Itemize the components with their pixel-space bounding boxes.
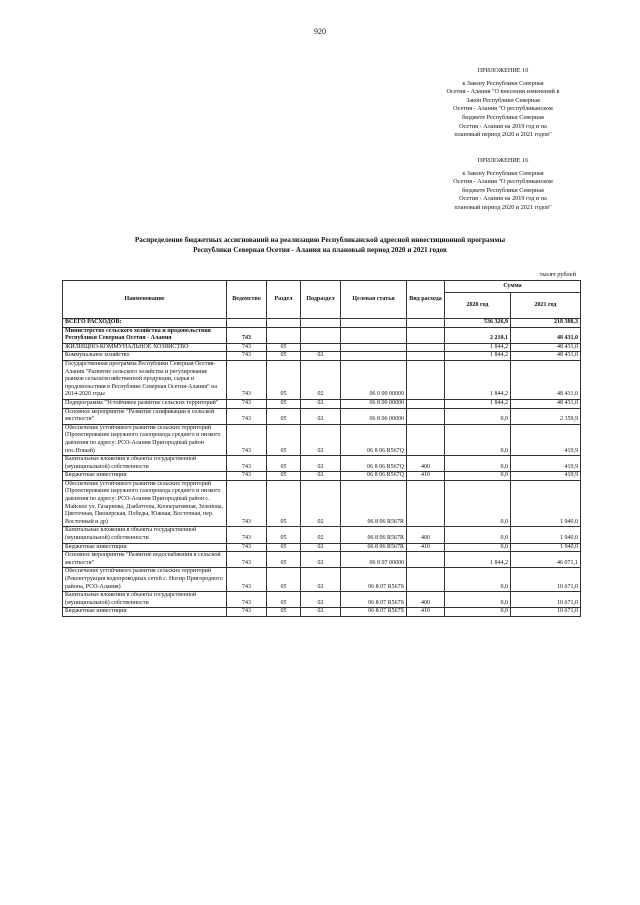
cell-name: Бюджетные инвестиции xyxy=(63,608,227,617)
cell-target: 06 8 06 R567R xyxy=(341,480,407,527)
cell-expense-type xyxy=(407,352,445,361)
cell-subsection xyxy=(301,327,341,343)
cell-2020: 0,0 xyxy=(445,592,511,608)
header-name: Наименование xyxy=(63,281,227,319)
table-row xyxy=(63,399,581,408)
cell-target xyxy=(341,343,407,352)
budget-table xyxy=(62,280,581,617)
appendix-10-block xyxy=(418,67,588,140)
cell-expense-type xyxy=(407,360,445,399)
cell-expense-type: 400 xyxy=(407,527,445,543)
cell-2020: 0,0 xyxy=(445,456,511,472)
cell-target: 06 0 00 00000 xyxy=(341,360,407,399)
cell-subsection xyxy=(301,319,341,328)
cell-target: 06 8 06 R567R xyxy=(341,543,407,552)
cell-dept: 743 xyxy=(227,568,267,592)
cell-dept: 743 xyxy=(227,352,267,361)
header-dept: Ведомство xyxy=(227,281,267,319)
cell-2020: 0,0 xyxy=(445,568,511,592)
cell-section: 05 xyxy=(267,527,301,543)
table-row xyxy=(63,343,581,352)
cell-2021: 48 431,0 xyxy=(511,360,581,399)
cell-name: Капитальные вложения в объекты государственной (муниципальной) собственности xyxy=(63,592,227,608)
appendix-16-line: Осетия - Алания на 2019 год и на xyxy=(459,195,547,203)
cell-section: 05 xyxy=(267,552,301,568)
cell-dept: 743 xyxy=(227,480,267,527)
header-section: Раздел xyxy=(267,281,301,319)
table-row xyxy=(63,527,581,543)
cell-dept: 743 xyxy=(227,424,267,455)
table-row xyxy=(63,552,581,568)
cell-target: 06 8 06 R567Q xyxy=(341,472,407,481)
cell-expense-type: 410 xyxy=(407,472,445,481)
cell-subsection: 02 xyxy=(301,408,341,424)
cell-dept: 743 xyxy=(227,543,267,552)
cell-section: 05 xyxy=(267,360,301,399)
cell-2020: 0,0 xyxy=(445,527,511,543)
cell-section: 05 xyxy=(267,399,301,408)
cell-subsection: 02 xyxy=(301,472,341,481)
cell-expense-type xyxy=(407,327,445,343)
cell-expense-type xyxy=(407,408,445,424)
cell-2021: 48 431,0 xyxy=(511,399,581,408)
cell-section: 05 xyxy=(267,480,301,527)
table-row xyxy=(63,472,581,481)
cell-2021: 218 388,3 xyxy=(511,319,581,328)
appendix-10-line: к Закону Республики Северная xyxy=(462,79,544,87)
table-row xyxy=(63,327,581,343)
cell-section: 05 xyxy=(267,543,301,552)
cell-subsection: 02 xyxy=(301,608,341,617)
appendix-10-line: Осетия - Алания "О республиканском xyxy=(453,105,553,113)
cell-dept: 743 xyxy=(227,472,267,481)
cell-subsection: 02 xyxy=(301,456,341,472)
cell-2021: 419,9 xyxy=(511,424,581,455)
cell-name: Капитальные вложения в объекты государственной (муниципальной) собственности xyxy=(63,456,227,472)
cell-name: Министерство сельского хозяйства и продовольствия Республики Северная Осетия - Алания xyxy=(63,327,227,343)
cell-name: Государственная программа Республики Северная Осетия-Алания "Развитие сельского хозяйства и регулирование рынков сельскохозяйственной продукции, сырья и продовольствия в Республике Северная Осетия-Алания" на 2014-2020 годы xyxy=(63,360,227,399)
cell-expense-type: 410 xyxy=(407,608,445,617)
cell-dept: 743 xyxy=(227,456,267,472)
appendix-16-block xyxy=(418,157,588,213)
cell-target: 06 8 07 R567S xyxy=(341,608,407,617)
cell-section: 05 xyxy=(267,424,301,455)
cell-name: ВСЕГО РАСХОДОВ: xyxy=(63,319,227,328)
cell-2021: 48 431,0 xyxy=(511,343,581,352)
cell-2020: 1 844,2 xyxy=(445,343,511,352)
cell-expense-type xyxy=(407,343,445,352)
cell-name: ЖИЛИЩНО-КОММУНАЛЬНОЕ ХОЗЯЙСТВО xyxy=(63,343,227,352)
table-row xyxy=(63,319,581,328)
cell-2021: 10 671,0 xyxy=(511,568,581,592)
cell-2021: 1 940,0 xyxy=(511,480,581,527)
table-row xyxy=(63,592,581,608)
cell-section: 05 xyxy=(267,472,301,481)
table-row xyxy=(63,456,581,472)
cell-name: Основное мероприятие "Развитие водоснабжения в сельской местности" xyxy=(63,552,227,568)
cell-expense-type xyxy=(407,480,445,527)
appendix-16-line: бюджете Республики Северная xyxy=(462,186,544,194)
units-label: тысяч рублей xyxy=(539,271,576,278)
cell-2021: 419,9 xyxy=(511,456,581,472)
cell-target: 06 8 07 00000 xyxy=(341,552,407,568)
header-2020: 2020 год xyxy=(445,293,511,319)
cell-subsection: 02 xyxy=(301,543,341,552)
document-title-line-1: Распределение бюджетных ассигнований на реализацию Республиканской адресной инвестиционной программы xyxy=(134,236,506,244)
cell-name: Бюджетные инвестиции xyxy=(63,543,227,552)
cell-target xyxy=(341,352,407,361)
table-row xyxy=(63,360,581,399)
cell-2020: 0,0 xyxy=(445,424,511,455)
header-target: Целевая статья xyxy=(341,281,407,319)
cell-2021: 10 671,0 xyxy=(511,592,581,608)
cell-2021: 48 431,0 xyxy=(511,327,581,343)
cell-section: 05 xyxy=(267,592,301,608)
cell-2021: 10 671,0 xyxy=(511,608,581,617)
cell-2020: 1 844,2 xyxy=(445,552,511,568)
cell-name: Коммунальное хозяйство xyxy=(63,352,227,361)
cell-subsection: 02 xyxy=(301,552,341,568)
cell-target: 06 8 07 R567S xyxy=(341,592,407,608)
cell-target xyxy=(341,327,407,343)
cell-target xyxy=(341,319,407,328)
cell-subsection: 02 xyxy=(301,399,341,408)
cell-target: 06 8 06 00000 xyxy=(341,408,407,424)
cell-dept: 743 xyxy=(227,552,267,568)
cell-expense-type xyxy=(407,319,445,328)
appendix-16-line: к Закону Республики Северная xyxy=(462,169,544,177)
appendix-10-title: ПРИЛОЖЕНИЕ 10 xyxy=(477,67,529,74)
cell-expense-type xyxy=(407,552,445,568)
cell-subsection xyxy=(301,343,341,352)
cell-name: Подпрограмма "Устойчивое развитие сельских территорий" xyxy=(63,399,227,408)
cell-name: Обеспечение устойчивого развития сельских территорий (Проектирование наружного газопровода среднего и низкого давления по адресу: РСО-Алания Пригородный район пос.Новый) xyxy=(63,424,227,455)
cell-dept: 743 xyxy=(227,327,267,343)
cell-subsection: 02 xyxy=(301,352,341,361)
cell-section: 05 xyxy=(267,568,301,592)
cell-2020: 1 844,2 xyxy=(445,399,511,408)
cell-dept: 743 xyxy=(227,360,267,399)
cell-subsection: 02 xyxy=(301,360,341,399)
cell-expense-type: 400 xyxy=(407,592,445,608)
cell-target: 06 8 06 R567Q xyxy=(341,424,407,455)
cell-subsection: 02 xyxy=(301,424,341,455)
cell-name: Основное мероприятие "Развитие газификации в сельской местности" xyxy=(63,408,227,424)
cell-name: Капитальные вложения в объекты государственной (муниципальной) собственности xyxy=(63,527,227,543)
cell-target: 06 8 06 R567Q xyxy=(341,456,407,472)
document-title-line-2: Республики Северная Осетия - Алания на плановый период 2020 и 2021 годов xyxy=(193,245,447,254)
table-row xyxy=(63,352,581,361)
cell-dept: 743 xyxy=(227,399,267,408)
cell-2020: 1 844,2 xyxy=(445,360,511,399)
cell-2020: 0,0 xyxy=(445,543,511,552)
cell-2020: 2 210,1 xyxy=(445,327,511,343)
cell-dept: 743 xyxy=(227,408,267,424)
cell-section: 05 xyxy=(267,608,301,617)
appendix-10-line: Осетия - Алания "О внесении изменений в xyxy=(446,88,560,96)
cell-section xyxy=(267,319,301,328)
header-subsection: Подраздел xyxy=(301,281,341,319)
cell-subsection: 02 xyxy=(301,568,341,592)
table-row xyxy=(63,608,581,617)
document-title xyxy=(62,236,578,255)
table-row xyxy=(63,408,581,424)
cell-2020: 0,0 xyxy=(445,408,511,424)
cell-expense-type xyxy=(407,424,445,455)
cell-2020: 536 326,9 xyxy=(445,319,511,328)
cell-target: 06 8 00 00000 xyxy=(341,399,407,408)
header-sum: Сумма xyxy=(445,281,581,293)
cell-expense-type xyxy=(407,568,445,592)
cell-2020: 1 844,2 xyxy=(445,352,511,361)
appendix-10-line: плановый период 2020 и 2021 годов" xyxy=(454,131,552,139)
cell-2020: 0,0 xyxy=(445,608,511,617)
cell-expense-type: 410 xyxy=(407,543,445,552)
table-row xyxy=(63,480,581,527)
cell-2021: 419,9 xyxy=(511,472,581,481)
appendix-10-line: Закон Республики Северная xyxy=(466,96,540,104)
cell-target: 06 8 06 R567R xyxy=(341,527,407,543)
cell-dept: 743 xyxy=(227,608,267,617)
cell-section: 05 xyxy=(267,343,301,352)
table-row xyxy=(63,568,581,592)
cell-2021: 46 071,1 xyxy=(511,552,581,568)
header-2021: 2021 год xyxy=(511,293,581,319)
cell-expense-type xyxy=(407,399,445,408)
cell-2020: 0,0 xyxy=(445,472,511,481)
appendix-10-line: бюджете Республики Северная xyxy=(462,113,544,121)
cell-target: 06 8 07 R567S xyxy=(341,568,407,592)
appendix-10-line: Осетия - Алания на 2019 год и на xyxy=(459,122,547,130)
cell-section: 05 xyxy=(267,408,301,424)
cell-2021: 48 431,0 xyxy=(511,352,581,361)
table-row xyxy=(63,424,581,455)
cell-subsection: 02 xyxy=(301,480,341,527)
budget-table-body xyxy=(63,319,581,617)
table-row xyxy=(63,543,581,552)
appendix-16-line: Осетия - Алания "О республиканском xyxy=(453,178,553,186)
cell-2021: 1 940,0 xyxy=(511,543,581,552)
cell-name: Бюджетные инвестиции xyxy=(63,472,227,481)
cell-expense-type: 400 xyxy=(407,456,445,472)
cell-2021: 1 940,0 xyxy=(511,527,581,543)
cell-name: Обеспечение устойчивого развития сельских территорий (Реконструкция водопроводных сетей с. Ногир Пригородного района, РСО-Алания) xyxy=(63,568,227,592)
appendix-16-line: плановый период 2020 и 2021 годов" xyxy=(454,203,552,211)
header-expense-type: Вид расхода xyxy=(407,281,445,319)
cell-dept xyxy=(227,319,267,328)
cell-section: 05 xyxy=(267,456,301,472)
cell-dept: 743 xyxy=(227,527,267,543)
cell-name: Обеспечение устойчивого развития сельских территорий (Проектирование наружного газопровода среднего и низкого давления по адресу: РСО-Алания Пригородный район с. Майское ул. Газарнова, Дзабаттева, Кооперативная, Зеленова, Цветочная, Пионерская, Победы, Южная, Восточная, пер. Восточный и др) xyxy=(63,480,227,527)
cell-subsection: 02 xyxy=(301,592,341,608)
appendix-16-title: ПРИЛОЖЕНИЕ 16 xyxy=(477,157,529,164)
cell-subsection: 02 xyxy=(301,527,341,543)
cell-dept: 743 xyxy=(227,343,267,352)
page-number: 920 xyxy=(314,27,326,36)
cell-2021: 2 359,9 xyxy=(511,408,581,424)
cell-dept: 743 xyxy=(227,592,267,608)
cell-section: 05 xyxy=(267,352,301,361)
cell-2020: 0,0 xyxy=(445,480,511,527)
cell-section xyxy=(267,327,301,343)
